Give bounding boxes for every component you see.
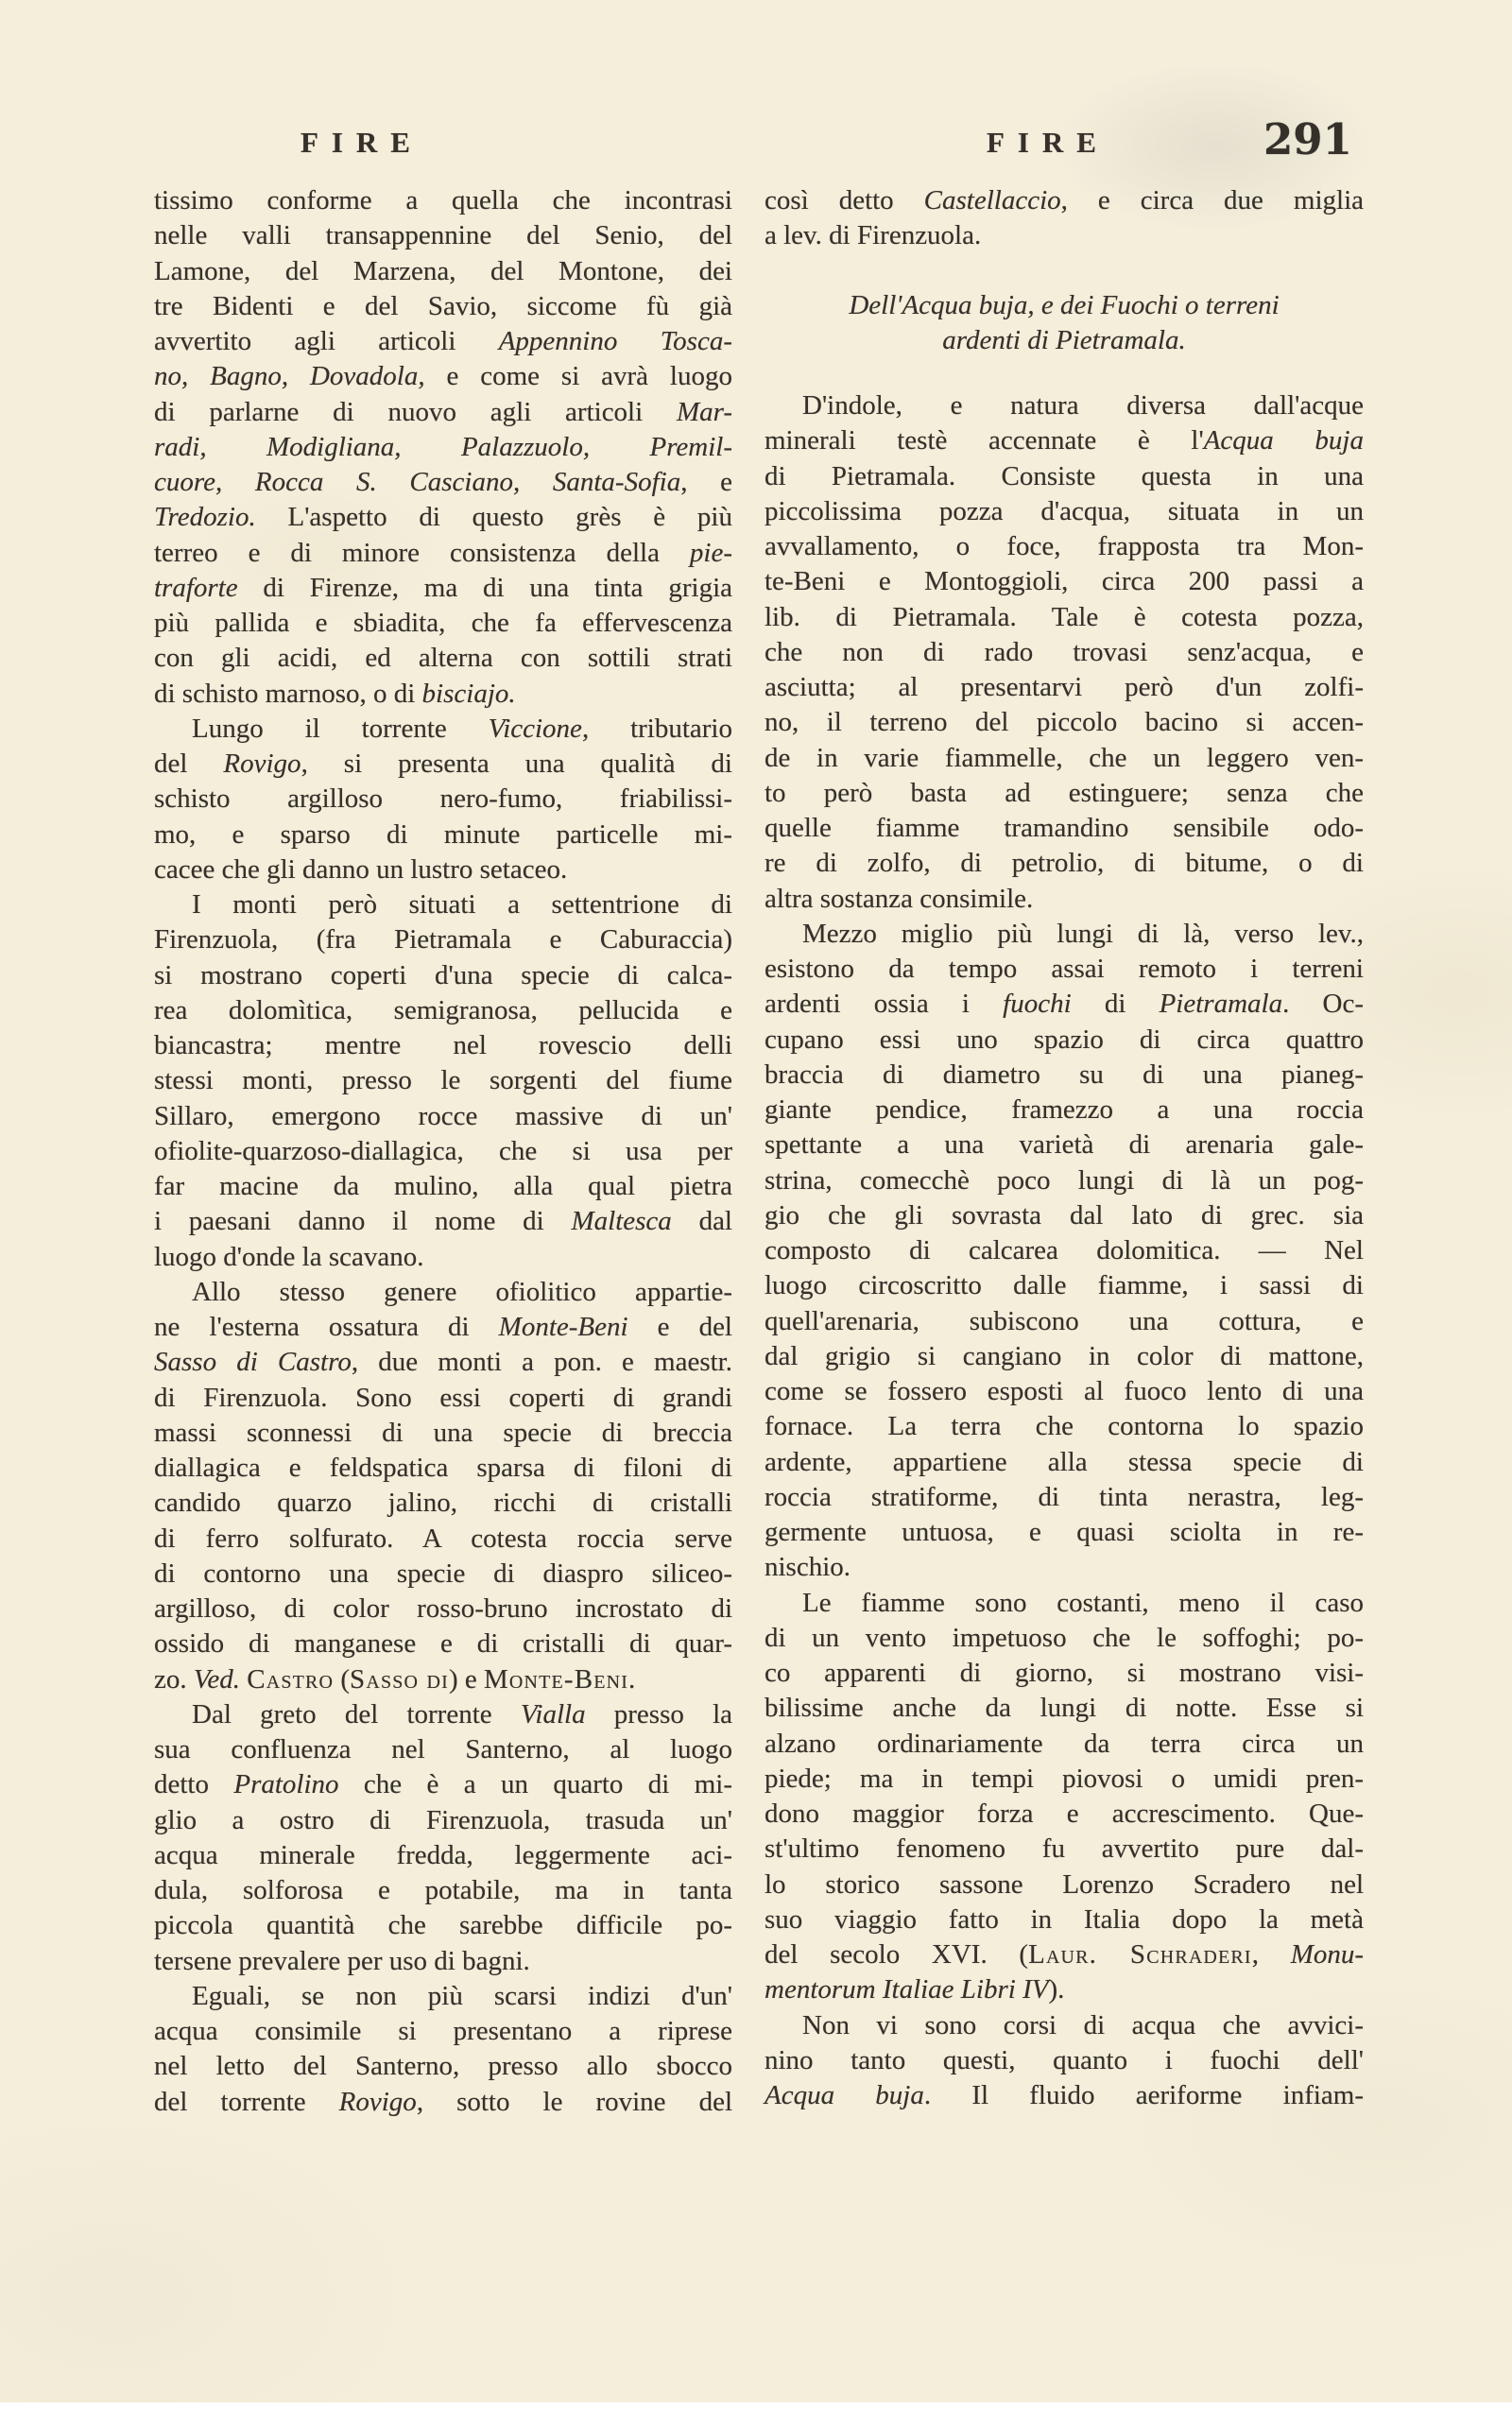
text-run: stessi monti, presso le sorgenti del fiume [154, 1065, 732, 1096]
text-run: e del [627, 1312, 732, 1342]
text-line [154, 218, 732, 253]
text-line [154, 852, 732, 887]
text-line [154, 289, 732, 324]
text-run: , tributario [581, 713, 732, 744]
text-run: ossido di manganese e di cristalli di quar- [154, 1628, 732, 1660]
text-run: ne l'esterna ossatura di [154, 1312, 499, 1342]
text-line [154, 324, 732, 359]
text-line [765, 494, 1364, 529]
text-line [154, 1592, 732, 1627]
text-run: roccia stratiforme, di tinta nerastra, leg- [765, 1481, 1364, 1512]
text-line [765, 1515, 1364, 1550]
text-line [765, 1233, 1364, 1268]
text-run: Castellaccio [923, 185, 1061, 215]
section-heading [765, 288, 1364, 359]
text-line [154, 571, 732, 606]
text-run: fuochi [1003, 989, 1072, 1020]
text-run: di [1071, 989, 1160, 1020]
text-line [154, 430, 732, 465]
text-line [765, 323, 1364, 358]
text-run: co apparenti di giorno, si mostrano visi- [765, 1658, 1364, 1688]
text-run: Eguali, se non più scarsi indizi d'un' [192, 1980, 732, 2011]
text-run: bisciajo. [421, 678, 516, 709]
text-line [765, 1409, 1364, 1444]
text-run: Dell'Acqua buja, e dei Fuochi o terreni [849, 289, 1280, 320]
text-line [765, 1937, 1364, 1972]
text-run: di Pietramala. Consiste questa in una [765, 460, 1364, 491]
text-run: a lev. di Firenzuola. [765, 220, 982, 251]
text-run: luogo circoscritto dalle fiamme, i sassi di [765, 1270, 1364, 1301]
text-run: bilissime anche da lungi di notte. Esse si [765, 1693, 1364, 1724]
text-run: di ferro solfurato. A cotesta roccia serve [154, 1523, 732, 1554]
text-run: nel letto del Santerno, presso allo sbocco [154, 2051, 732, 2082]
text-line [765, 564, 1364, 599]
text-line [765, 1163, 1364, 1198]
text-run: più pallida e sbiadita, che fa effervescenza [154, 608, 732, 638]
text-run: germente untuosa, e quasi sciolta in re- [765, 1517, 1364, 1547]
text-run: Laur. Schraderi [1028, 1939, 1252, 1970]
text-line [154, 183, 732, 218]
text-run: Castro [247, 1663, 335, 1695]
text-run: , sotto le rovine del [416, 2086, 732, 2117]
text-line [154, 2049, 732, 2084]
text-run: quelle fiamme tramandino sensibile odo- [765, 813, 1364, 843]
text-line [154, 1063, 732, 1098]
text-line [154, 254, 732, 289]
text-line [765, 1868, 1364, 1902]
text-run: piccola quantità che sarebbe difficile po- [154, 1910, 732, 1941]
text-line [765, 846, 1364, 881]
text-run: minerali testè accennate è l' [765, 425, 1204, 456]
text-run: Ved. [193, 1663, 240, 1695]
running-title-left: FIRE [301, 126, 423, 159]
text-run: braccia di diametro su di una pianeg- [765, 1059, 1364, 1090]
text-run: Mar- [676, 396, 732, 427]
text-run: fornace. La terra che contorna lo spazio [765, 1411, 1364, 1442]
text-run: che non di rado trovasi senz'acqua, e [765, 636, 1364, 667]
text-line [154, 1240, 732, 1275]
text-run: di parlarne di nuovo agli articoli [154, 396, 677, 427]
text-line [765, 1797, 1364, 1832]
text-line [154, 2014, 732, 2049]
text-line [154, 1451, 732, 1486]
text-run: di Firenzuola. Sono essi coperti di grandi [154, 1382, 732, 1413]
text-run: de in varie fiammelle, che un leggero ven- [765, 742, 1364, 773]
text-run: composto di calcarea dolomitica. — Nel [765, 1235, 1364, 1265]
text-run: Allo stesso genere ofiolitico appartie- [192, 1276, 732, 1307]
text-line [765, 635, 1364, 670]
text-run: Sasso di Castro [154, 1347, 352, 1378]
paragraph [765, 183, 1364, 254]
text-line [765, 218, 1364, 253]
text-line [154, 500, 732, 535]
text-run: argilloso, di color rosso-bruno incrostato di [154, 1593, 732, 1624]
text-run: Acqua buja [1203, 425, 1364, 456]
text-run: , due monti a pon. e maestr. [351, 1347, 732, 1378]
running-title-right: FIRE [987, 126, 1109, 159]
text-line [765, 1972, 1364, 2007]
text-run: di Firenze, ma di una tinta grigia [237, 572, 732, 603]
text-line [765, 1727, 1364, 1762]
text-line [154, 1979, 732, 2014]
text-line [765, 388, 1364, 423]
text-line [765, 1902, 1364, 1937]
text-run: ). [1048, 1974, 1065, 2005]
text-line [765, 288, 1364, 323]
text-run: far macine da mulino, alla qual pietra [154, 1171, 732, 1201]
text-run: dal [671, 1206, 732, 1237]
left-column [154, 183, 732, 2120]
text-run: dal grigio si cangiano in color di mattone, [765, 1340, 1364, 1371]
text-run: pie- [689, 537, 732, 568]
text-line [154, 465, 732, 500]
text-line [765, 1691, 1364, 1726]
text-run: mentorum Italiae Libri IV [765, 1974, 1049, 2005]
text-line [154, 958, 732, 993]
text-run: detto [154, 1769, 234, 1800]
text-run: ardenti ossia i [765, 989, 1004, 1020]
text-run: così detto [765, 185, 924, 215]
text-line [765, 2008, 1364, 2043]
text-run: , si presenta una qualità di [301, 749, 732, 779]
text-line [765, 670, 1364, 705]
text-run: Firenzuola, (fra Pietramala e Caburaccia) [154, 924, 732, 955]
text-run: acqua consimile si presentano a riprese [154, 2016, 732, 2046]
text-line [154, 782, 732, 817]
text-run: del [154, 749, 224, 779]
text-line [765, 811, 1364, 846]
text-run: si mostrano coperti d'una specie di calca- [154, 959, 732, 990]
text-line [154, 1416, 732, 1451]
text-line [154, 1732, 732, 1767]
text-line [765, 1621, 1364, 1656]
text-run: ardente, appartiene alla stessa specie di [765, 1446, 1364, 1477]
text-run: ofiolite-quarzoso-diallagica, che si usa per [154, 1135, 732, 1166]
text-line [154, 1204, 732, 1239]
text-run: i paesani danno il nome di [154, 1206, 572, 1237]
text-line [154, 2085, 732, 2120]
text-run: Pietramala [1159, 989, 1283, 1020]
text-line [154, 1557, 732, 1592]
text-run: Rovigo [338, 2086, 417, 2117]
paragraph [154, 1275, 732, 1697]
page-number: 291 [1263, 114, 1352, 164]
text-run: asciutta; al presentarvi però d'un zolfi- [765, 672, 1364, 702]
paragraph [154, 1697, 732, 1979]
text-line [765, 1480, 1364, 1515]
text-run: , e circa due miglia [1060, 185, 1364, 215]
text-line [765, 1023, 1364, 1058]
text-run: nino tanto questi, quanto i fuochi dell' [765, 2044, 1364, 2075]
text-line [154, 747, 732, 782]
text-run: , e [680, 467, 733, 497]
text-run: quell'arenaria, subiscono una cottura, e [765, 1305, 1364, 1336]
text-line [154, 1310, 732, 1345]
text-run: candido quarzo jalino, ricchi di cristalli [154, 1488, 732, 1519]
text-run: Mezzo miglio più lungi di là, verso lev., [802, 918, 1364, 949]
text-line [154, 1028, 732, 1063]
text-run: Rovigo [223, 749, 301, 779]
text-line [154, 922, 732, 957]
text-run: Sillaro, emergono rocce massive di un' [154, 1100, 732, 1131]
text-line [154, 1099, 732, 1134]
text-line [765, 423, 1364, 458]
paragraph [765, 917, 1364, 1586]
text-line [154, 1275, 732, 1310]
text-line [765, 882, 1364, 917]
paragraph [765, 388, 1364, 917]
text-run: giante pendice, framezzo a una roccia [765, 1094, 1364, 1125]
text-line [765, 776, 1364, 811]
text-line [765, 1586, 1364, 1621]
text-run: lo storico sassone Lorenzo Scradero nel [765, 1868, 1364, 1900]
text-run: st'ultimo fenomeno fu avvertito pure dal- [765, 1833, 1364, 1865]
text-run: spettante a una varietà di arenaria gale- [765, 1129, 1364, 1161]
text-run: ardenti di Pietramala. [942, 324, 1186, 355]
text-line [765, 952, 1364, 987]
text-run: Monte-Beni [483, 1663, 629, 1695]
paragraph [154, 712, 732, 887]
text-run: , [1251, 1939, 1291, 1970]
paragraph [154, 887, 732, 1275]
text-line [154, 712, 732, 747]
text-run: avvallamento, o foce, frapposta tra Mon- [765, 531, 1364, 561]
text-run: sua confluenza nel Santerno, al luogo [154, 1734, 732, 1764]
text-run: biancastra; mentre nel rovescio delli [154, 1030, 732, 1060]
text-run: re di zolfo, di petrolio, di bitume, o di [765, 848, 1364, 879]
text-run: D'indole, e natura diversa dall'acque [802, 390, 1364, 421]
text-line [154, 993, 732, 1028]
text-line [154, 1381, 732, 1416]
text-line [154, 395, 732, 430]
text-line [154, 1627, 732, 1661]
text-run: piede; ma in tempi piovosi o umidi pren- [765, 1763, 1364, 1794]
text-run: e come si avrà luogo [424, 361, 732, 392]
text-run: dono maggior forza e accrescimento. Que- [765, 1799, 1364, 1829]
text-run: suo viaggio fatto in Italia dopo la metà [765, 1903, 1364, 1935]
text-run: Lungo il torrente [192, 713, 489, 744]
paragraph [154, 183, 732, 712]
text-run: diallagica e feldspatica sparsa di filoni di [154, 1453, 732, 1483]
text-line [154, 536, 732, 571]
text-line [765, 2078, 1364, 2113]
text-line [765, 741, 1364, 776]
text-run: con gli acidi, ed alterna con sottili strati [154, 643, 732, 674]
text-run: Sasso di [350, 1663, 449, 1695]
text-line [765, 1656, 1364, 1691]
text-run: di un vento impetuoso che le soffoghi; po- [765, 1622, 1364, 1653]
text-line [154, 1486, 732, 1521]
text-line [154, 606, 732, 641]
text-run: terreo e di minore consistenza della [154, 537, 690, 568]
text-run: schisto argilloso nero-fumo, friabilissi- [154, 783, 732, 815]
text-line [765, 1339, 1364, 1374]
text-line [765, 1198, 1364, 1233]
text-run: glio a ostro di Firenzuola, trasuda un' [154, 1804, 732, 1835]
text-line [154, 1838, 732, 1873]
text-line [154, 1697, 732, 1732]
text-line [765, 705, 1364, 740]
text-line [765, 1093, 1364, 1128]
text-line [154, 1662, 732, 1697]
text-line [765, 1058, 1364, 1093]
text-run: to però basta ad estinguere; senza che [765, 777, 1364, 808]
text-line [154, 1169, 732, 1204]
text-run: avvertito agli articoli [154, 326, 499, 356]
text-run: no, Bagno, Dovadola, [154, 361, 425, 392]
text-line [765, 2043, 1364, 2078]
text-line [154, 1134, 732, 1169]
text-run: rea dolomìtica, semigranosa, pellucida e [154, 994, 732, 1025]
text-line [765, 1304, 1364, 1339]
text-run: massi sconnessi di una specie di breccia [154, 1417, 732, 1448]
text-run: ) e [448, 1663, 484, 1695]
text-run: di contorno una specie di diaspro siliceo- [154, 1558, 732, 1589]
text-line [765, 600, 1364, 635]
text-run: I monti però situati a settentrione di [192, 889, 732, 920]
text-run: presso la [585, 1698, 732, 1730]
text-run: altra sostanza consimile. [765, 883, 1034, 914]
text-run: che è a un quarto di mi- [338, 1769, 732, 1800]
paragraph [154, 1979, 732, 2120]
text-line [765, 917, 1364, 952]
text-run: L'aspetto di questo grès è più [255, 502, 732, 533]
text-run: di schisto marnoso, o di [154, 678, 422, 709]
text-run: no, il terreno del piccolo bacino si accen- [765, 707, 1364, 738]
text-line [154, 818, 732, 852]
text-line [765, 1445, 1364, 1480]
text-run: cupano essi uno spazio di circa quattro [765, 1024, 1364, 1055]
text-line [765, 459, 1364, 494]
text-run: alzano ordinariamente da terra circa un [765, 1728, 1364, 1759]
text-line [765, 1374, 1364, 1409]
text-run: tersene prevalere per uso di bagni. [154, 1945, 530, 1976]
text-run: Pratolino [233, 1769, 339, 1800]
text-run: del secolo XVI. ( [765, 1939, 1029, 1970]
text-run: Appennino Tosca- [498, 326, 732, 356]
text-run: Lamone, del Marzena, del Montone, dei [154, 255, 732, 286]
text-line [765, 1832, 1364, 1867]
text-run: Monu- [1290, 1939, 1365, 1970]
text-run: esistono da tempo assai remoto i terreni [765, 954, 1364, 984]
text-run: cuore, Rocca S. Casciano, Santa-Sofia [154, 467, 681, 497]
text-run: Non vi sono corsi di acqua che avvici- [802, 2009, 1364, 2040]
text-line [765, 183, 1364, 218]
text-line [154, 1767, 732, 1802]
text-run: Vialla [520, 1698, 586, 1730]
text-run: radi, Modigliana, Palazzuolo, Premil- [154, 431, 732, 462]
paragraph [765, 2008, 1364, 2114]
text-run: Tredozio. [154, 502, 256, 533]
text-line [765, 1128, 1364, 1162]
text-line [154, 641, 732, 676]
text-run: gio che gli sovrasta dal lato di grec. sia [765, 1199, 1364, 1231]
text-run: tissimo conforme a quella che incontrasi [154, 185, 732, 215]
text-run: . [628, 1663, 636, 1695]
text-run: acqua minerale fredda, leggermente aci- [154, 1839, 732, 1870]
text-run: ( [334, 1663, 351, 1695]
text-line [154, 1908, 732, 1943]
text-line [765, 1762, 1364, 1797]
text-run: dula, solforosa e potabile, ma in tanta [154, 1875, 732, 1905]
text-line [154, 677, 732, 712]
text-line [765, 1268, 1364, 1303]
text-run: Monte-Beni [498, 1312, 628, 1342]
text-line [765, 1550, 1364, 1585]
text-run: te-Beni e Montoggioli, circa 200 passi a [765, 566, 1364, 597]
text-run: . Il fluido aeriforme infiam- [923, 2080, 1364, 2110]
text-line [765, 529, 1364, 564]
text-line [154, 359, 732, 394]
text-run: Acqua buja [765, 2080, 924, 2110]
text-run: del torrente [154, 2086, 339, 2117]
text-run: . Oc- [1282, 989, 1364, 1020]
text-run: mo, e sparso di minute particelle mi- [154, 818, 732, 850]
right-column [765, 183, 1364, 2113]
text-line [154, 887, 732, 922]
text-line [154, 1522, 732, 1557]
text-run: come se fossero esposti al fuoco lento di una [765, 1376, 1364, 1406]
text-run: lib. di Pietramala. Tale è cotesta pozza, [765, 601, 1364, 632]
text-line [154, 1345, 732, 1380]
text-run: Viccione [488, 713, 582, 744]
text-run: cacee che gli danno un lustro setaceo. [154, 853, 568, 885]
text-line [154, 1873, 732, 1908]
text-line [765, 987, 1364, 1022]
text-run: traforte [154, 572, 238, 603]
text-line [154, 1803, 732, 1838]
text-run: luogo d'onde la scavano. [154, 1241, 424, 1272]
text-run: Maltesca [571, 1206, 672, 1237]
text-run: zo. [154, 1663, 194, 1695]
text-run: Le fiamme sono costanti, meno il caso [802, 1587, 1364, 1618]
text-run: strina, comecchè poco lungi di là un pog- [765, 1164, 1364, 1196]
paragraph [765, 1586, 1364, 2008]
text-run: piccolissima pozza d'acqua, situata in un [765, 495, 1364, 526]
text-run: nelle valli transappennine del Senio, del [154, 220, 732, 251]
text-line [154, 1944, 732, 1979]
text-run: nischio. [765, 1552, 851, 1583]
text-run: tre Bidenti e del Savio, siccome fù già [154, 290, 732, 321]
text-run: Dal greto del torrente [192, 1698, 521, 1730]
